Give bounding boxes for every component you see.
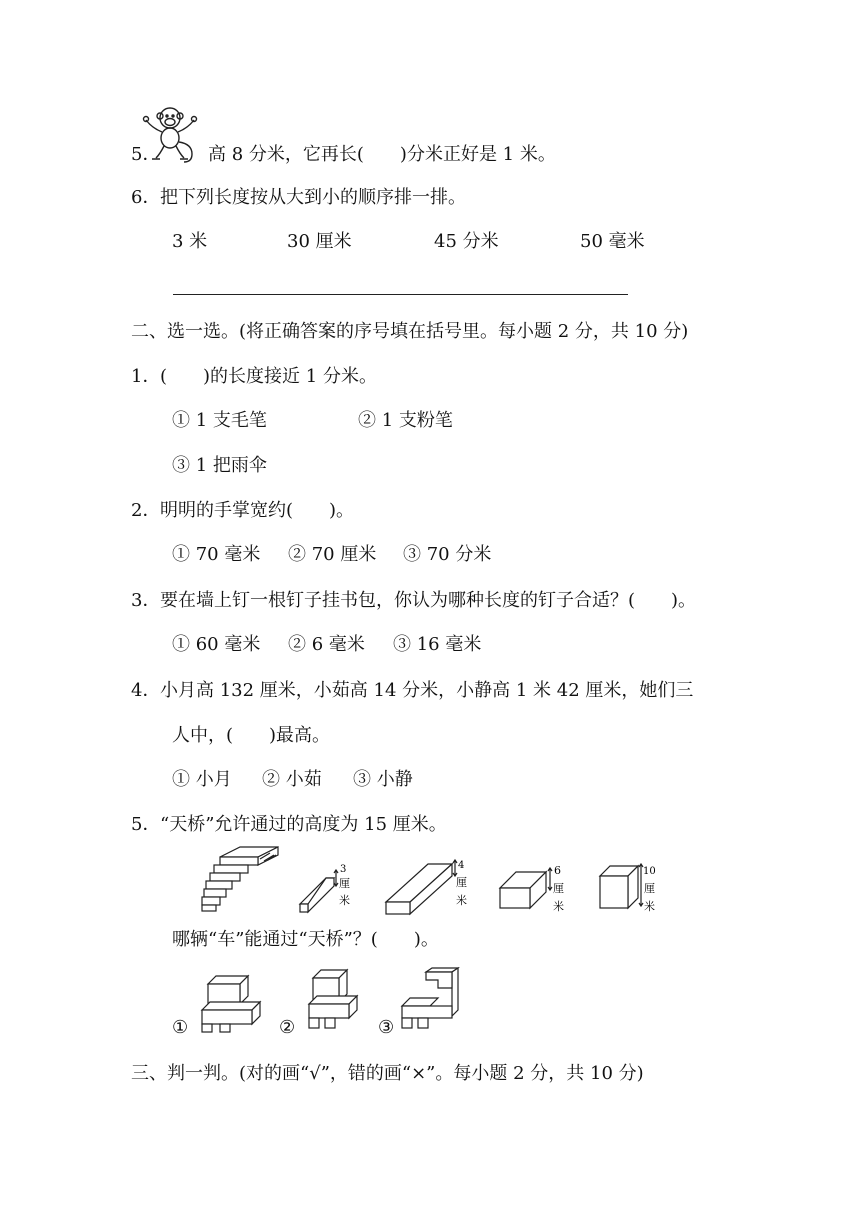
length-item: 45 分米: [434, 231, 499, 252]
p2-question-4-text: 小月高 132 厘米，小茹高 14 分米，小静高 1 米 42 厘米，她们三: [160, 680, 694, 701]
p2-question-1-text: ( )的长度接近 1 分米。: [160, 366, 377, 387]
block-height-unit: 厘: [456, 876, 467, 889]
block-height-unit: 厘: [553, 882, 564, 895]
block-height-unit: 米: [339, 894, 350, 907]
option-2: ② 6 毫米: [288, 634, 365, 655]
car-option-3-illustration: [398, 966, 464, 1036]
option-3: ③ 70 分米: [403, 544, 492, 565]
block-height-value: 4: [458, 860, 465, 871]
option-2: ② 1 支粉笔: [358, 410, 453, 431]
car-option-2-illustration: [305, 968, 363, 1036]
p2-question-5-text-cont: 哪辆“车”能通过“天桥”？( )。: [172, 929, 439, 950]
option-3: ③ 16 毫米: [393, 634, 482, 655]
length-item: 3 米: [172, 231, 208, 252]
block-height-unit: 厘: [644, 882, 655, 895]
question-6-number: 6．: [131, 187, 161, 208]
p2-question-3-number: 3．: [131, 590, 161, 611]
option-2: ② 小茹: [262, 769, 322, 790]
block-4cm-illustration: [384, 856, 474, 918]
answer-line: [173, 294, 628, 295]
section-2-header: 二、选一选。(将正确答案的序号填在括号里。每小题 2 分，共 10 分): [131, 321, 689, 342]
option-1: ① 70 毫米: [172, 544, 261, 565]
question-6-text: 把下列长度按从大到小的顺序排一排。: [160, 187, 466, 208]
car-option-1-illustration: [198, 970, 266, 1036]
p2-question-2-text: 明明的手掌宽约( )。: [160, 500, 355, 521]
question-5-text: 高 8 分米，它再长( )分米正好是 1 米。: [208, 144, 556, 165]
option-1: ① 60 毫米: [172, 634, 261, 655]
p2-question-4-text-cont: 人中，( )最高。: [172, 725, 331, 746]
section-3-header: 三、判一判。(对的画“√”，错的画“×”。每小题 2 分，共 10 分): [131, 1063, 644, 1084]
p2-question-3-text: 要在墙上钉一根钉子挂书包，你认为哪种长度的钉子合适？( )。: [160, 590, 697, 611]
option-3: ③ 1 把雨伞: [172, 455, 267, 476]
option-1: ① 小月: [172, 769, 232, 790]
p2-question-2-number: 2．: [131, 500, 161, 521]
option-3: ③ 小静: [353, 769, 413, 790]
monkey-illustration: [140, 104, 202, 166]
car-option-2-label: ②: [279, 1017, 296, 1038]
block-height-value: 6: [554, 864, 561, 877]
block-3cm-illustration: [296, 858, 356, 918]
block-height-unit: 米: [644, 900, 655, 913]
block-height-unit: 米: [456, 894, 467, 907]
car-option-3-label: ③: [378, 1017, 395, 1038]
option-1: ① 1 支毛笔: [172, 410, 267, 431]
length-item: 50 毫米: [580, 231, 645, 252]
p2-question-5-text: “天桥”允许通过的高度为 15 厘米。: [160, 814, 447, 835]
p2-question-5-number: 5．: [131, 814, 161, 835]
block-height-unit: 米: [553, 900, 564, 913]
block-height-value: 3: [340, 864, 347, 875]
block-height-unit: 厘: [339, 877, 350, 890]
length-item: 30 厘米: [287, 231, 352, 252]
p2-question-1-number: 1．: [131, 366, 161, 387]
sky-bridge-illustration: [200, 843, 282, 915]
block-6cm-illustration: [498, 860, 578, 918]
block-height-value: 10: [643, 866, 656, 877]
car-option-1-label: ①: [172, 1017, 189, 1038]
option-2: ② 70 厘米: [288, 544, 377, 565]
p2-question-4-number: 4．: [131, 680, 161, 701]
question-5-number: 5．: [131, 144, 161, 165]
block-10cm-illustration: [596, 860, 668, 918]
